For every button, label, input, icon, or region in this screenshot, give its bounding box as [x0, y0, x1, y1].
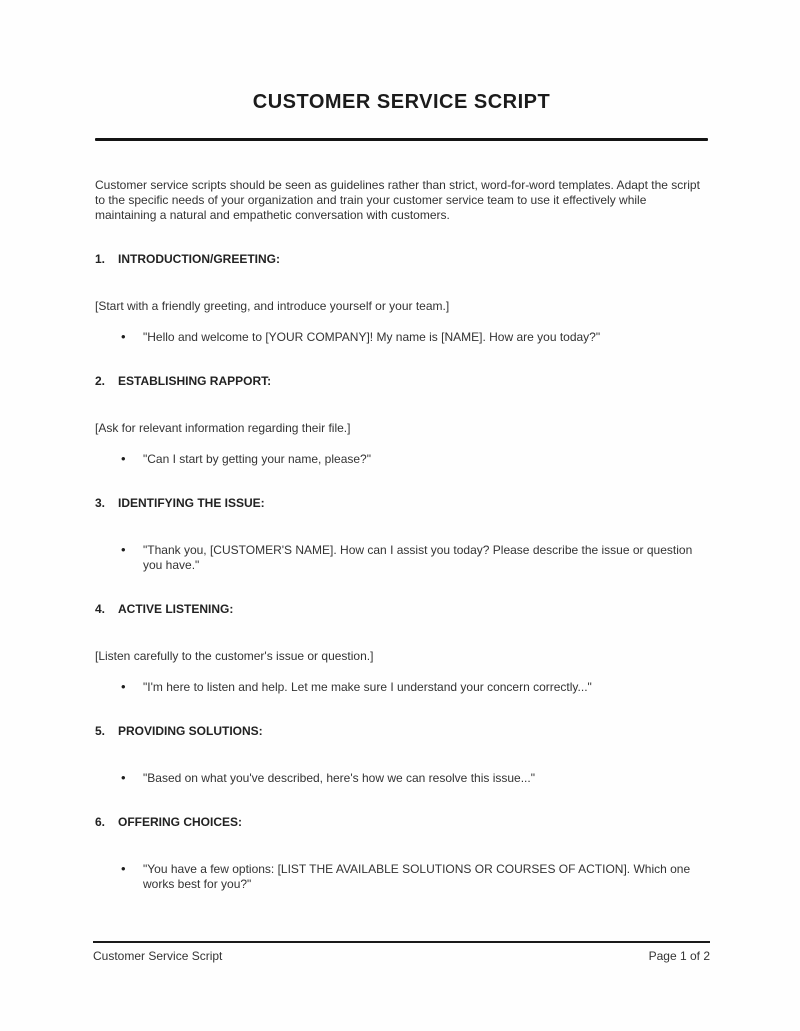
list-item-text: "Thank you, [CUSTOMER'S NAME]. How can I assist you today? Please describe the issue or question you have."	[143, 543, 693, 572]
list-item-text: "You have a few options: [LIST THE AVAILABLE SOLUTIONS OR COURSES OF ACTION]. Which one works best for you?"	[143, 862, 691, 891]
list-item	[95, 680, 708, 695]
list-item	[95, 452, 708, 467]
list-item-text: "Can I start by getting your name, please?"	[143, 452, 371, 466]
list-item	[95, 330, 708, 345]
section-number: 6.	[95, 815, 106, 829]
list-item	[95, 771, 708, 786]
section-number: 1.	[95, 252, 106, 266]
list-item-text: "Based on what you've described, here's how we can resolve this issue..."	[143, 771, 535, 785]
section-note: [Listen carefully to the customer's issue or question.]	[95, 649, 374, 663]
document-body	[95, 0, 708, 892]
list-item	[95, 543, 708, 573]
section-number: 2.	[95, 374, 106, 388]
section-title: OFFERING CHOICES:	[118, 815, 243, 829]
section-title: ACTIVE LISTENING:	[118, 602, 234, 616]
bullet-icon: •	[121, 861, 126, 876]
section-offering-choices	[95, 815, 708, 892]
section-title: INTRODUCTION/GREETING:	[118, 252, 280, 266]
section-title: ESTABLISHING RAPPORT:	[118, 374, 272, 388]
bullet-icon: •	[121, 451, 126, 466]
section-title: PROVIDING SOLUTIONS:	[118, 724, 263, 738]
section-number: 5.	[95, 724, 106, 738]
section-heading	[95, 815, 708, 830]
section-number: 4.	[95, 602, 106, 616]
intro-paragraph: Customer service scripts should be seen as guidelines rather than strict, word-for-word templates. Adapt the script to the specific needs of your organization and train your customer service team to use it effectively while maintaining a natural and empathetic conversation with customers.	[95, 178, 700, 222]
bullet-icon: •	[121, 770, 126, 785]
section-number: 3.	[95, 496, 106, 510]
section-title: IDENTIFYING THE ISSUE:	[118, 496, 265, 510]
footer-page-number: Page 1 of 2	[648, 949, 710, 963]
section-establishing-rapport	[95, 374, 708, 467]
section-heading	[95, 602, 708, 617]
bullet-icon: •	[121, 679, 126, 694]
title-divider	[95, 138, 708, 141]
bullet-icon: •	[121, 542, 126, 557]
footer-divider	[93, 941, 710, 943]
section-heading	[95, 374, 708, 389]
section-note: [Start with a friendly greeting, and introduce yourself or your team.]	[95, 299, 450, 313]
section-introduction-greeting	[95, 252, 708, 345]
page-title: CUSTOMER SERVICE SCRIPT	[252, 91, 551, 113]
section-identifying-the-issue	[95, 496, 708, 573]
section-heading	[95, 724, 708, 739]
section-heading	[95, 496, 708, 511]
bullet-icon: •	[121, 329, 126, 344]
page-footer	[93, 941, 710, 964]
footer-document-title: Customer Service Script	[93, 949, 223, 963]
section-heading	[95, 252, 708, 267]
list-item	[95, 862, 708, 892]
section-active-listening	[95, 602, 708, 695]
list-item-text: "I'm here to listen and help. Let me make sure I understand your concern correctly..."	[143, 680, 592, 694]
list-item-text: "Hello and welcome to [YOUR COMPANY]! My name is [NAME]. How are you today?"	[143, 330, 601, 344]
section-note: [Ask for relevant information regarding their file.]	[95, 421, 351, 435]
section-providing-solutions	[95, 724, 708, 786]
